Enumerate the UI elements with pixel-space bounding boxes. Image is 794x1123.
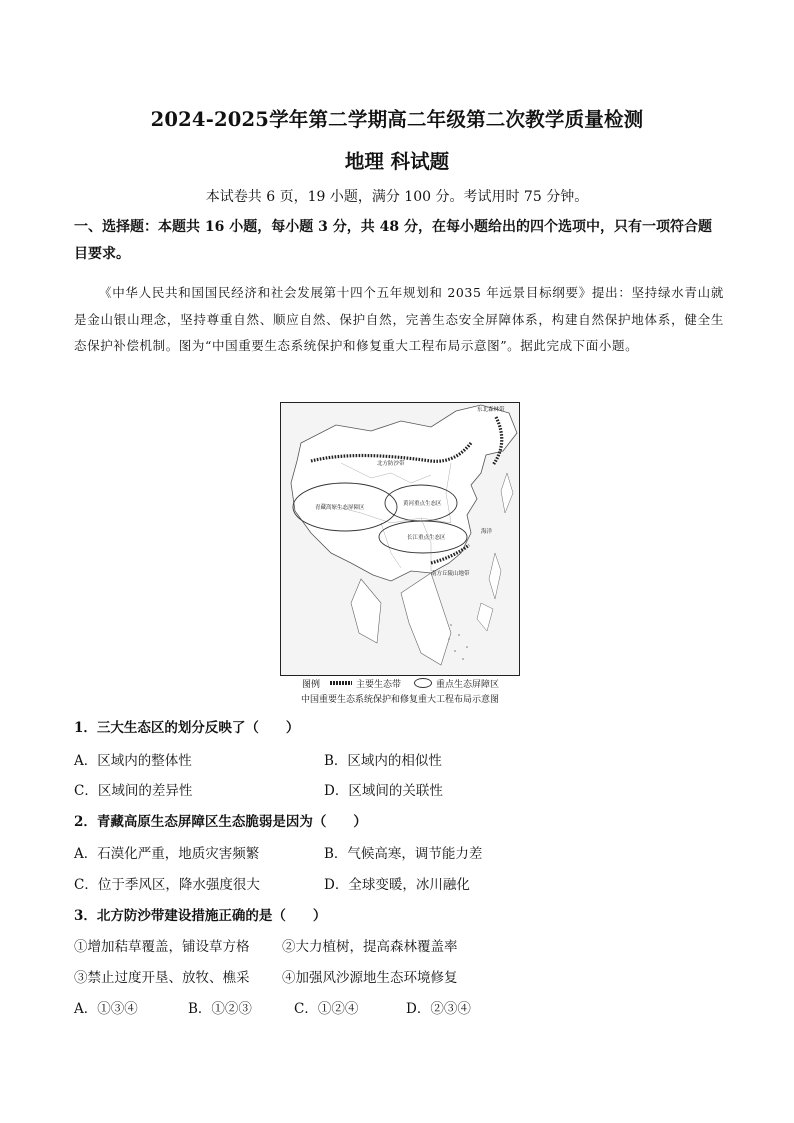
map-caption: 中国重要生态系统保护和修复重大工程布局示意图 — [300, 695, 499, 705]
legend-belt-symbol — [330, 681, 352, 685]
subject-title: 地理 科试题 — [344, 150, 450, 173]
label-yellow-river: 黄河重点生态区 — [403, 501, 442, 507]
q2-option-b[interactable]: B．气候高寒，调节能力差 — [324, 846, 483, 862]
label-south-hills: 南方丘陵山地带 — [431, 571, 470, 577]
q3-option-a[interactable]: A．①③④ — [74, 1001, 138, 1017]
map-drawing — [281, 403, 519, 675]
q1-option-d[interactable]: D．区域间的关联性 — [324, 783, 443, 799]
legend-title: 图例 — [302, 680, 321, 690]
q2-option-d[interactable]: D．全球变暖，冰川融化 — [324, 877, 470, 893]
q1-option-b[interactable]: B．区域内的相似性 — [324, 753, 442, 769]
question-3-stem: 3．北方防沙带建设措施正确的是（ ） — [74, 908, 327, 924]
question-1-stem: 1．三大生态区的划分反映了（ ） — [74, 720, 300, 736]
legend-zone-symbol — [414, 678, 432, 688]
q3-statement-3: ③禁止过度开垦、放牧、樵采 — [74, 970, 250, 986]
q3-option-c[interactable]: C．①②④ — [294, 1001, 359, 1017]
q3-option-b[interactable]: B．①②③ — [188, 1001, 252, 1017]
q1-option-a[interactable]: A．区域内的整体性 — [74, 753, 192, 769]
q3-option-d[interactable]: D．②③④ — [406, 1001, 471, 1017]
china-ecology-map — [280, 402, 520, 676]
label-sea: 海洋 — [481, 529, 493, 535]
map-legend — [282, 676, 516, 690]
q2-option-a[interactable]: A．石漠化严重，地质灾害频繁 — [74, 846, 260, 862]
q3-statement-2: ②大力植树，提高森林覆盖率 — [282, 939, 458, 955]
label-northeast-forest: 东北森林带 — [477, 407, 505, 413]
label-yangtze: 长江重点生态区 — [407, 535, 446, 541]
legend-zone-label: 重点生态屏障区 — [436, 680, 500, 690]
q3-statement-4: ④加强风沙源地生态环境修复 — [282, 970, 458, 986]
question-2-stem: 2．青藏高原生态屏障区生态脆弱是因为（ ） — [74, 814, 367, 830]
q2-option-c[interactable]: C．位于季风区，降水强度很大 — [74, 877, 260, 893]
label-north-sand: 北方防沙带 — [377, 461, 405, 467]
exam-title: 2024-2025学年第二学期高二年级第二次教学质量检测 — [150, 108, 644, 131]
label-qinghai-tibet: 青藏高原生态屏障区 — [315, 505, 365, 511]
section-heading: 一、选择题：本题共 16 小题，每小题 3 分，共 48 分，在每小题给出的四个选项中，只有一项符合题目要求。 — [74, 219, 712, 262]
q1-option-c[interactable]: C．区域间的差异性 — [74, 783, 193, 799]
q3-statement-1: ①增加秸草覆盖，铺设草方格 — [74, 939, 250, 955]
exam-info: 本试卷共 6 页，19 小题，满分 100 分。考试用时 75 分钟。 — [205, 189, 589, 205]
legend-belt-label: 主要生态带 — [356, 680, 402, 690]
intro-paragraph: 《中华人民共和国国民经济和社会发展第十四个五年规划和 2035 年远景目标纲要》提出：坚持绿水青山就是金山银山理念，坚持尊重自然、顺应自然、保护自然，完善生态安全屏障体系，构建自然保护地体系，健全生态保护补偿机制。图为“中国重要生态系统保护和修复重大工程布局示意图”。据此完成下面小题。 — [74, 285, 724, 353]
